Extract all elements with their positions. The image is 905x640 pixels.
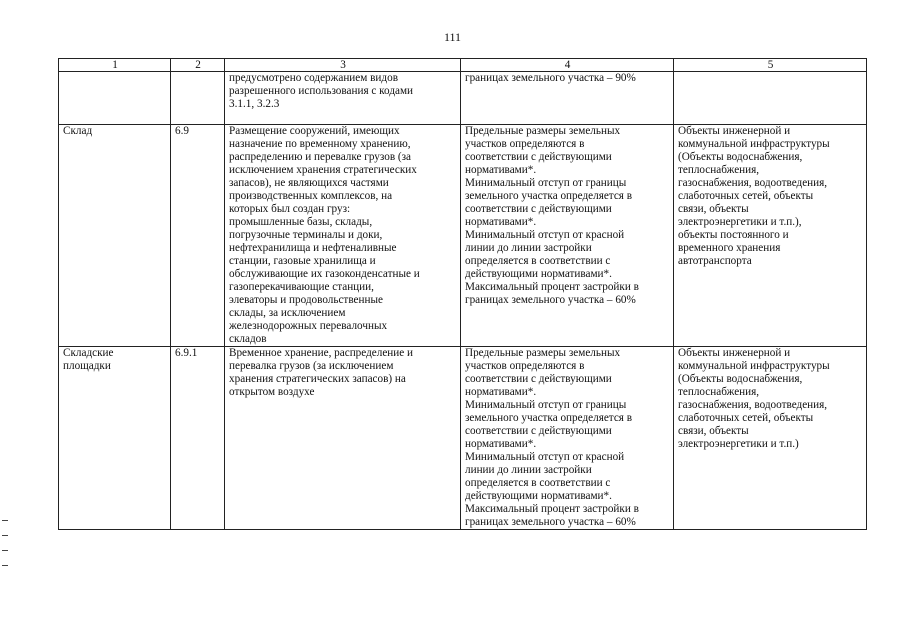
description-cell (225, 347, 461, 530)
text-line: промышленные базы, склады, (229, 216, 373, 228)
text-line: назначение по временному хранению, (229, 138, 411, 150)
text-line: распределению и перевалке грузов (за (229, 151, 412, 163)
column-number: 2 (171, 59, 225, 72)
column-number: 5 (674, 59, 867, 72)
margin-mark (2, 550, 8, 551)
text-line: определяется в соответствии с (465, 477, 611, 489)
text-line: границах земельного участка – 60% (465, 516, 636, 528)
table-row-storage-sites (59, 347, 867, 530)
text-line: теплоснабжения, (678, 386, 760, 398)
text-line: Размещение сооружений, имеющих (229, 125, 400, 137)
text-line: границах земельного участка – 60% (465, 294, 636, 306)
text-line: электроэнергетики и т.п.), (678, 216, 802, 228)
land-use-table (58, 58, 867, 530)
use-name-cell (59, 125, 171, 347)
text-line: перевалка грузов (за исключением (229, 360, 394, 372)
margin-mark (2, 535, 8, 536)
text-line: станции, газовые хранилища и (229, 255, 376, 267)
text-line: Объекты инженерной и (678, 125, 791, 137)
text-line: участков определяются в (465, 138, 585, 150)
text-line: (Объекты водоснабжения, (678, 151, 803, 163)
text-line: (Объекты водоснабжения, (678, 373, 803, 385)
text-line: Предельные размеры земельных (465, 125, 621, 137)
text-line: определяется в соответствии с (465, 255, 611, 267)
text-line: коммунальной инфраструктуры (678, 360, 830, 372)
text-line: теплоснабжения, (678, 164, 760, 176)
parameters-cell (461, 125, 674, 347)
text-line: Склад (63, 125, 93, 137)
parameters-cell (461, 347, 674, 530)
description-cell (225, 125, 461, 347)
text-line: элеваторы и продовольственные (229, 294, 383, 306)
text-line: связи, объекты (678, 425, 749, 437)
column-number: 3 (225, 59, 461, 72)
text-line: нормативами*. (465, 438, 537, 450)
margin-marks (2, 520, 8, 580)
text-line: линии до линии застройки (465, 464, 592, 476)
continuation-code-cell (171, 72, 225, 125)
use-code-cell (171, 125, 225, 347)
auxiliary-cell (674, 125, 867, 347)
continuation-row (59, 72, 867, 125)
margin-mark (2, 565, 8, 566)
column-number-row (59, 59, 867, 72)
text-line: нормативами*. (465, 386, 537, 398)
text-line: Минимальный отступ от красной (465, 229, 625, 241)
text-line: газоперекачивающие станции, (229, 281, 374, 293)
text-line: разрешенного использования с кодами (229, 85, 414, 97)
text-line: слаботочных сетей, объекты (678, 190, 814, 202)
continuation-name-cell (59, 72, 171, 125)
table-row-warehouse (59, 125, 867, 347)
text-line: временного хранения (678, 242, 781, 254)
text-line: Временное хранение, распределение и (229, 347, 414, 359)
text-line: 6.9 (175, 125, 189, 137)
text-line: складов (229, 333, 267, 345)
column-number: 1 (59, 59, 171, 72)
use-code-cell (171, 347, 225, 530)
text-line: объекты постоянного и (678, 229, 789, 241)
use-name-cell (59, 347, 171, 530)
text-line: Минимальный отступ от красной (465, 451, 625, 463)
text-line: действующими нормативами*. (465, 268, 612, 280)
continuation-auxiliary-cell (674, 72, 867, 125)
text-line: соответствии с действующими (465, 203, 612, 215)
text-line: линии до линии застройки (465, 242, 592, 254)
text-line: Складские (63, 347, 114, 359)
text-line: хранения стратегических запасов) на (229, 373, 406, 385)
text-line: газоснабжения, водоотведения, (678, 177, 828, 189)
text-line: нормативами*. (465, 164, 537, 176)
text-line: соответствии с действующими (465, 425, 612, 437)
text-line: границах земельного участка – 90% (465, 72, 636, 84)
text-line: Максимальный процент застройки в (465, 503, 639, 515)
text-line: запасов), не являющихся частями (229, 177, 389, 189)
text-line: обслуживающие их газоконденсатные и (229, 268, 420, 280)
text-line: площадки (63, 360, 111, 372)
text-line: автотранспорта (678, 255, 752, 267)
text-line: нефтехранилища и нефтеналивные (229, 242, 397, 254)
text-line: которых был создан груз: (229, 203, 351, 215)
text-line: Предельные размеры земельных (465, 347, 621, 359)
text-line: Объекты инженерной и (678, 347, 791, 359)
margin-mark (2, 520, 8, 521)
text-line: электроэнергетики и т.п.) (678, 438, 799, 450)
text-line: газоснабжения, водоотведения, (678, 399, 828, 411)
text-line: производственных комплексов, на (229, 190, 393, 202)
text-line: нормативами*. (465, 216, 537, 228)
continuation-parameters-cell (461, 72, 674, 125)
text-line: соответствии с действующими (465, 373, 612, 385)
text-line: предусмотрено содержанием видов (229, 72, 398, 84)
text-line: коммунальной инфраструктуры (678, 138, 830, 150)
text-line: связи, объекты (678, 203, 749, 215)
text-line: соответствии с действующими (465, 151, 612, 163)
text-line: склады, за исключением (229, 307, 346, 319)
text-line: участков определяются в (465, 360, 585, 372)
text-line: открытом воздухе (229, 386, 315, 398)
page-number: 111 (443, 30, 462, 44)
text-line: слаботочных сетей, объекты (678, 412, 814, 424)
auxiliary-cell (674, 347, 867, 530)
text-line: Максимальный процент застройки в (465, 281, 639, 293)
text-line: земельного участка определяется в (465, 190, 633, 202)
text-line: Минимальный отступ от границы (465, 399, 627, 411)
text-line: исключением хранения стратегических (229, 164, 417, 176)
column-number: 4 (461, 59, 674, 72)
text-line: железнодорожных перевалочных (229, 320, 388, 332)
text-line: земельного участка определяется в (465, 412, 633, 424)
continuation-description-cell (225, 72, 461, 125)
text-line: 3.1.1, 3.2.3 (229, 98, 280, 110)
text-line: погрузочные терминалы и доки, (229, 229, 383, 241)
text-line: Минимальный отступ от границы (465, 177, 627, 189)
text-line: 6.9.1 (175, 347, 198, 359)
text-line: действующими нормативами*. (465, 490, 612, 502)
